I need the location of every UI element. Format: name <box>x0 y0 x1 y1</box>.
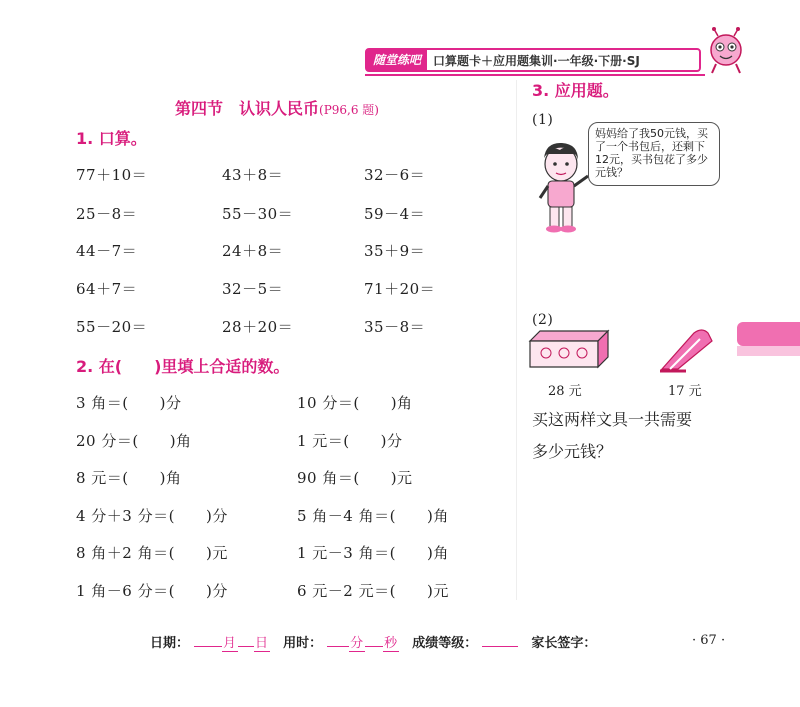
header-banner <box>365 44 705 72</box>
math-problem: 28＋20＝ <box>222 318 294 336</box>
math-problem: 32－6＝ <box>364 166 426 184</box>
section-title <box>175 96 379 119</box>
math-problem: 32－5＝ <box>222 280 284 298</box>
question-2-label: (2) <box>532 312 554 328</box>
boy-illustration <box>526 138 596 234</box>
math-problem: 55－20＝ <box>76 318 148 336</box>
math-problem: 43＋8＝ <box>222 166 284 184</box>
side-tab <box>737 322 800 346</box>
fill-in-problem: 6 元－2 元＝( )元 <box>297 582 449 600</box>
side-tab-stripe <box>737 346 800 356</box>
fill-in-problem: 3 角＝( )分 <box>76 394 182 412</box>
math-problem: 59－4＝ <box>364 205 426 223</box>
fill-in-problem: 20 分＝( )角 <box>76 432 192 450</box>
fill-in-problem: 1 元＝( )分 <box>297 432 403 450</box>
stapler-icon <box>656 325 718 373</box>
fill-in-problem: 1 角－6 分＝( )分 <box>76 582 228 600</box>
month-unit: 月 <box>222 632 238 652</box>
fill-in-problem: 5 角－4 角＝( )角 <box>297 507 449 525</box>
series-tag: 随堂练吧 <box>367 50 427 70</box>
question-1-label: (1) <box>532 112 554 128</box>
minute-blank[interactable] <box>327 646 349 647</box>
question-2-line-2: 多少元钱？ <box>532 442 613 461</box>
speech-bubble: 妈妈给了我50元钱，买了一个书包后，还剩下12元，买书包花了多少元钱？ <box>588 122 720 186</box>
math-problem: 44－7＝ <box>76 242 138 260</box>
math-problem: 71＋20＝ <box>364 280 436 298</box>
part2-heading: 2. 在( )里填上合适的数。 <box>76 357 290 376</box>
question-2-line-1: 买这两样文具一共需要 <box>532 410 693 429</box>
time-label: 用时： <box>283 636 323 651</box>
column-divider <box>516 80 517 600</box>
fill-in-problem: 8 元＝( )角 <box>76 469 182 487</box>
math-problem: 77＋10＝ <box>76 166 148 184</box>
stapler-price: 17 元 <box>668 384 702 399</box>
parent-signature-label: 家长签字： <box>531 636 597 651</box>
fill-in-problem: 8 角＋2 角＝( )元 <box>76 544 228 562</box>
page-number: · 67 · <box>692 633 726 648</box>
part3-heading: 3. 应用题。 <box>532 81 619 100</box>
pencil-box-price: 28 元 <box>548 384 582 399</box>
grade-blank[interactable] <box>482 646 518 647</box>
pencil-box-icon <box>526 325 612 373</box>
minute-unit: 分 <box>349 632 365 652</box>
day-blank[interactable] <box>238 646 254 647</box>
grade-label: 成绩等级： <box>412 636 478 651</box>
fill-in-problem: 10 分＝( )角 <box>297 394 413 412</box>
math-problem: 35＋9＝ <box>364 242 426 260</box>
fill-in-problem: 4 分＋3 分＝( )分 <box>76 507 228 525</box>
month-blank[interactable] <box>194 646 222 647</box>
day-unit: 日 <box>254 632 270 652</box>
fill-in-problem: 1 元－3 角＝( )角 <box>297 544 449 562</box>
mascot-icon <box>702 26 750 76</box>
math-problem: 64＋7＝ <box>76 280 138 298</box>
footer-record <box>150 632 596 652</box>
part1-heading: 1. 口算。 <box>76 129 147 148</box>
math-problem: 35－8＝ <box>364 318 426 336</box>
fill-in-problem: 90 角＝( )元 <box>297 469 413 487</box>
section-title-text: 第四节 认识人民币 <box>175 99 320 118</box>
header-rule <box>365 74 705 76</box>
date-label: 日期： <box>150 636 190 651</box>
second-unit: 秒 <box>383 632 399 652</box>
math-problem: 55－30＝ <box>222 205 294 223</box>
page-reference: (P96,6 题) <box>319 103 379 117</box>
second-blank[interactable] <box>365 646 383 647</box>
math-problem: 24＋8＝ <box>222 242 284 260</box>
series-title: 口算题卡＋应用题集训·一年级·下册·SJ <box>433 53 640 68</box>
math-problem: 25－8＝ <box>76 205 138 223</box>
